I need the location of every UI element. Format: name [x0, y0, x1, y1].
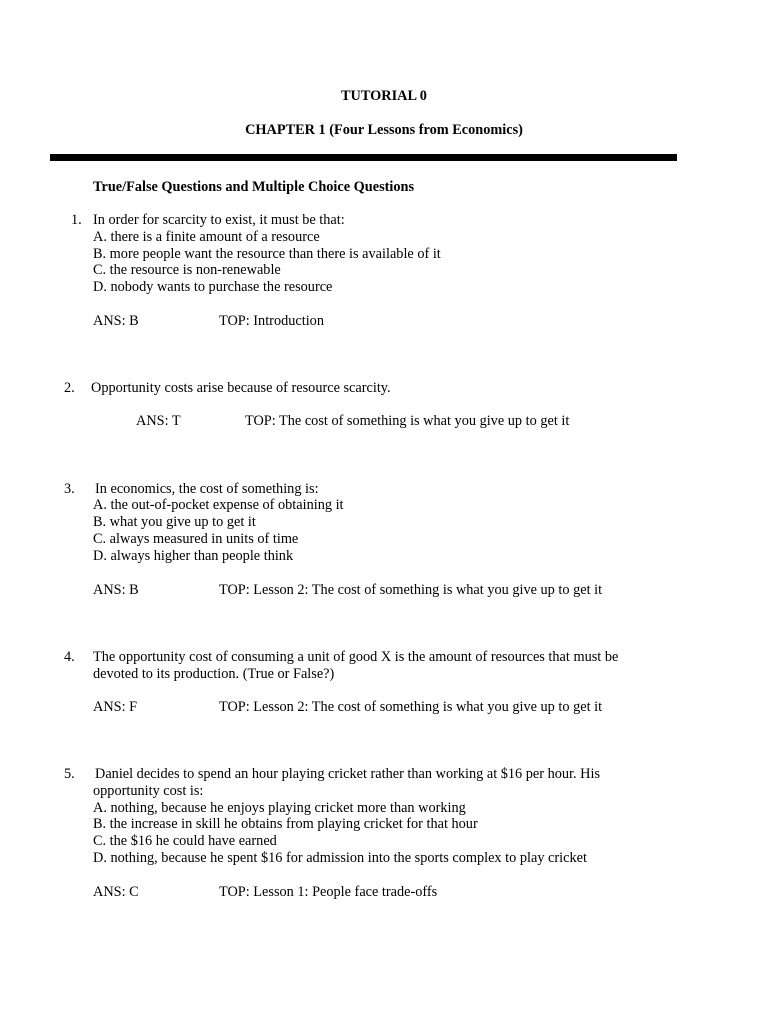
question-number: 3.	[64, 481, 75, 497]
question-text: In economics, the cost of something is:	[95, 481, 319, 497]
question-number: 5.	[64, 766, 75, 782]
answer-label: ANS: F	[93, 699, 138, 715]
question-number: 4.	[64, 649, 75, 665]
answer-label: ANS: T	[136, 413, 181, 429]
question-text-line-1: Daniel decides to spend an hour playing cricket rather than working at $16 per hour. His	[95, 766, 601, 782]
tutorial-title: TUTORIAL 0	[341, 88, 427, 104]
option-a: A. nothing, because he enjoys playing cricket more than working	[93, 800, 466, 816]
option-b: B. what you give up to get it	[93, 514, 256, 530]
option-b: B. the increase in skill he obtains from playing cricket for that hour	[93, 816, 478, 832]
option-c: C. the $16 he could have earned	[93, 833, 277, 849]
option-d: D. nobody wants to purchase the resource	[93, 279, 333, 295]
question-text-line-2: opportunity cost is:	[93, 783, 204, 799]
answer-label: ANS: B	[93, 313, 139, 329]
question-number: 1.	[71, 212, 82, 228]
chapter-title: CHAPTER 1 (Four Lessons from Economics)	[245, 122, 523, 138]
option-c: C. always measured in units of time	[93, 531, 299, 547]
topic-label: TOP: Lesson 2: The cost of something is what you give up to get it	[219, 582, 603, 598]
horizontal-rule	[50, 154, 677, 161]
topic-label: TOP: Lesson 1: People face trade-offs	[219, 884, 438, 900]
option-d: D. always higher than people think	[93, 548, 294, 564]
option-d: D. nothing, because he spent $16 for admission into the sports complex to play cricket	[93, 850, 587, 866]
answer-label: ANS: B	[93, 582, 139, 598]
topic-label: TOP: Introduction	[219, 313, 324, 329]
option-c: C. the resource is non-renewable	[93, 262, 281, 278]
option-a: A. there is a finite amount of a resource	[93, 229, 320, 245]
option-b: B. more people want the resource than there is available of it	[93, 246, 441, 262]
section-heading: True/False Questions and Multiple Choice Questions	[93, 179, 415, 195]
topic-label: TOP: The cost of something is what you give up to get it	[245, 413, 570, 429]
question-number: 2.	[64, 380, 75, 396]
question-text-line-1: The opportunity cost of consuming a unit of good X is the amount of resources that must be	[93, 649, 619, 665]
answer-label: ANS: C	[93, 884, 139, 900]
question-text: Opportunity costs arise because of resource scarcity.	[91, 380, 391, 396]
option-a: A. the out-of-pocket expense of obtaining it	[93, 497, 344, 513]
question-text: In order for scarcity to exist, it must be that:	[93, 212, 345, 228]
question-text-line-2: devoted to its production. (True or False?)	[93, 666, 335, 682]
topic-label: TOP: Lesson 2: The cost of something is what you give up to get it	[219, 699, 603, 715]
